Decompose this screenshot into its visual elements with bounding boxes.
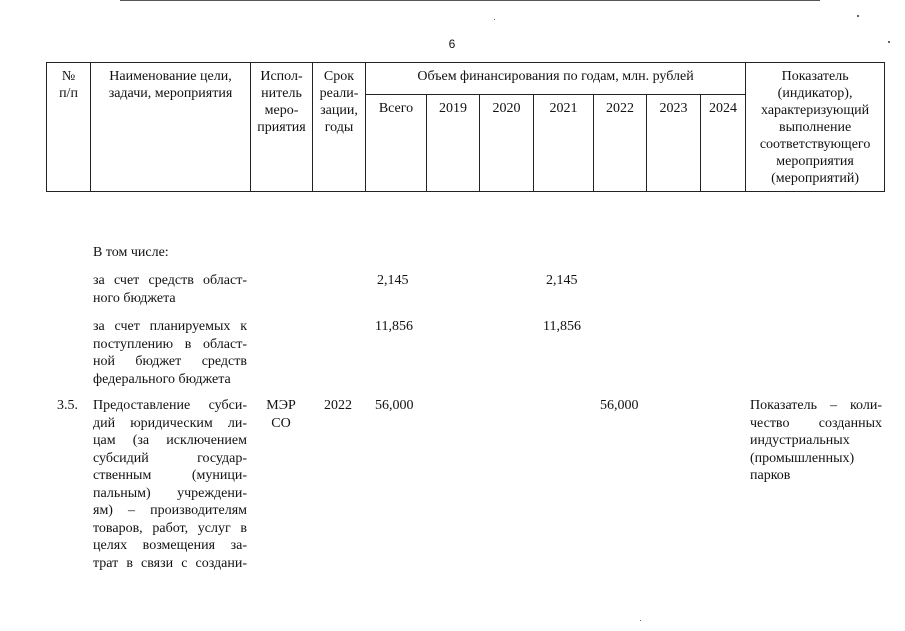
header-name: Наименование цели, задачи, мероприятия xyxy=(91,63,251,192)
header-executor: Испол- нитель меро- приятия xyxy=(251,63,313,192)
header-number: № п/п xyxy=(47,63,91,192)
item-indicator: Показатель – коли- чество созданных индустриальных (промышленных) парков xyxy=(750,398,882,483)
federal-2021-value: 11,856 xyxy=(543,319,581,334)
scan-speck xyxy=(640,620,641,621)
header-financing: Объем финансирования по годам, млн. рублей xyxy=(366,63,746,95)
including-label: В том числе: xyxy=(93,245,169,260)
regional-total-value: 2,145 xyxy=(377,273,409,288)
scan-top-border xyxy=(120,0,820,1)
item-term: 2022 xyxy=(324,398,352,413)
item-description: Предоставление субси- дий юридическим ли- цам (за исключением субсидий государ- ственным (муници- пальным) учреждени- ям) – производителям товаров, работ, услуг в целях возмещения за- трат в связи с создани- xyxy=(93,398,247,571)
item-executor: МЭР СО xyxy=(266,398,296,431)
item-number: 3.5. xyxy=(57,398,78,413)
scan-speck xyxy=(494,19,495,20)
regional-2021-value: 2,145 xyxy=(546,273,578,288)
header-year: 2023 xyxy=(647,95,701,192)
page-number: 6 xyxy=(448,37,456,51)
regional-budget-label: за счет средств област- ного бюджета xyxy=(93,273,247,306)
scan-speck xyxy=(888,41,890,43)
header-year: 2024 xyxy=(701,95,746,192)
header-year: 2022 xyxy=(594,95,647,192)
header-year: 2020 xyxy=(480,95,534,192)
federal-total-value: 11,856 xyxy=(375,319,413,334)
header-total: Всего xyxy=(366,95,427,192)
table-header xyxy=(46,62,885,192)
item-total-value: 56,000 xyxy=(375,398,414,413)
item-2022-value: 56,000 xyxy=(600,398,639,413)
header-year: 2021 xyxy=(534,95,594,192)
federal-budget-label: за счет планируемых к поступлению в област- ной бюджет средств федерального бюджета xyxy=(93,319,247,387)
header-term: Срок реали- зации, годы xyxy=(313,63,366,192)
header-year: 2019 xyxy=(427,95,480,192)
header-indicator: Показатель (индикатор), характеризующий выполнение соответствующего мероприятия (мероприятий) xyxy=(746,63,885,192)
scan-speck xyxy=(857,15,859,17)
